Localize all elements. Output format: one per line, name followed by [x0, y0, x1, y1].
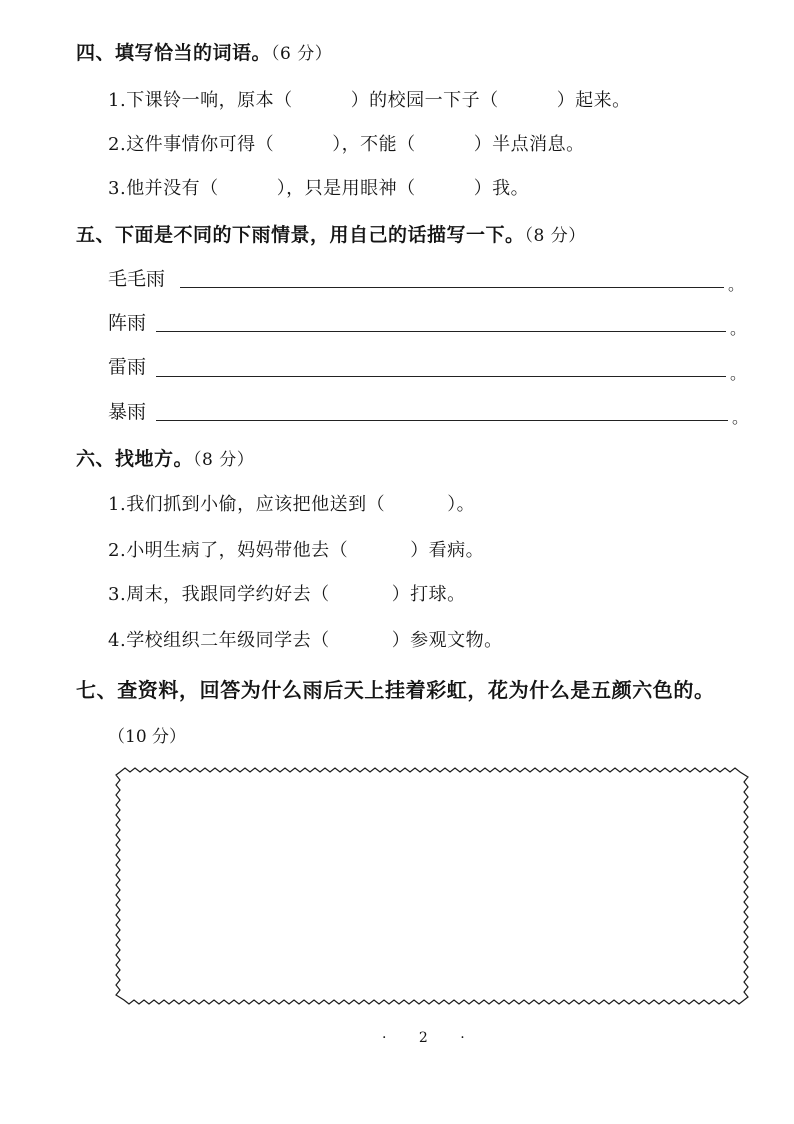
item-number: 4. [108, 630, 127, 651]
item-text: ）。 [447, 494, 476, 515]
item-text: 小明生病了，妈妈带他去（ [126, 540, 349, 561]
item-text: 周末，我跟同学约好去（ [126, 584, 330, 605]
answer-line-shower[interactable] [156, 331, 726, 332]
section4-item-3 [108, 174, 529, 200]
rain-label-thunderstorm: 雷雨 [108, 356, 147, 378]
item-text: ），不能（ [332, 134, 416, 155]
section4-item-2 [108, 130, 585, 156]
section6-heading [76, 444, 254, 471]
section7-heading: 七、查资料，回答为什么雨后天上挂着彩虹，花为什么是五颜六色的。 [76, 678, 715, 702]
section5-heading [76, 220, 586, 247]
item-number: 3. [108, 584, 127, 605]
answer-box[interactable] [110, 762, 754, 1012]
answer-line-drizzle[interactable] [180, 287, 724, 288]
end-mark: 。 [732, 408, 749, 427]
item-number: 1. [108, 90, 127, 111]
item-number: 3. [108, 178, 127, 199]
section4-heading [76, 38, 332, 65]
end-mark: 。 [730, 319, 747, 338]
item-text: ）我。 [473, 178, 530, 199]
item-text: ），只是用眼神（ [276, 178, 416, 199]
item-number: 2. [108, 540, 127, 561]
section4-heading-text: 四、填写恰当的词语。 [76, 42, 272, 64]
page-number: · 2 · [382, 1030, 479, 1046]
section6-item-1 [108, 490, 475, 516]
item-text: 学校组织二年级同学去（ [126, 630, 330, 651]
section6-points: （8 分） [193, 450, 255, 470]
answer-box-border [116, 768, 748, 1004]
section6-item-4 [108, 626, 503, 652]
section6-item-3 [108, 580, 466, 606]
rain-label-shower: 阵雨 [108, 312, 147, 334]
section6-item-2 [108, 536, 484, 562]
item-text: ）起来。 [556, 90, 631, 111]
answer-line-downpour[interactable] [156, 420, 728, 421]
section4-points: （6 分） [271, 44, 333, 64]
item-text: 我们抓到小偷，应该把他送到（ [126, 494, 386, 515]
item-number: 1. [108, 494, 127, 515]
section7-points: （10 分） [108, 727, 187, 747]
end-mark: 。 [728, 275, 745, 294]
section5-heading-text: 五、下面是不同的下雨情景，用自己的话描写一下。 [76, 224, 525, 246]
section6-heading-text: 六、找地方。 [76, 448, 194, 470]
item-text: ）看病。 [410, 540, 485, 561]
item-text: ）打球。 [391, 584, 466, 605]
item-text: ）参观文物。 [391, 630, 503, 651]
item-text: ）半点消息。 [473, 134, 585, 155]
section5-points: （8 分） [524, 226, 586, 246]
item-text: 下课铃一响，原本（ [126, 90, 293, 111]
rain-label-downpour: 暴雨 [108, 401, 147, 423]
end-mark: 。 [730, 364, 747, 383]
item-text: 这件事情你可得（ [126, 134, 275, 155]
item-text: ）的校园一下子（ [350, 90, 499, 111]
answer-line-thunderstorm[interactable] [156, 376, 726, 377]
rain-label-drizzle: 毛毛雨 [108, 268, 166, 290]
item-text: 他并没有（ [126, 178, 219, 199]
item-number: 2. [108, 134, 127, 155]
section4-item-1 [108, 86, 631, 112]
